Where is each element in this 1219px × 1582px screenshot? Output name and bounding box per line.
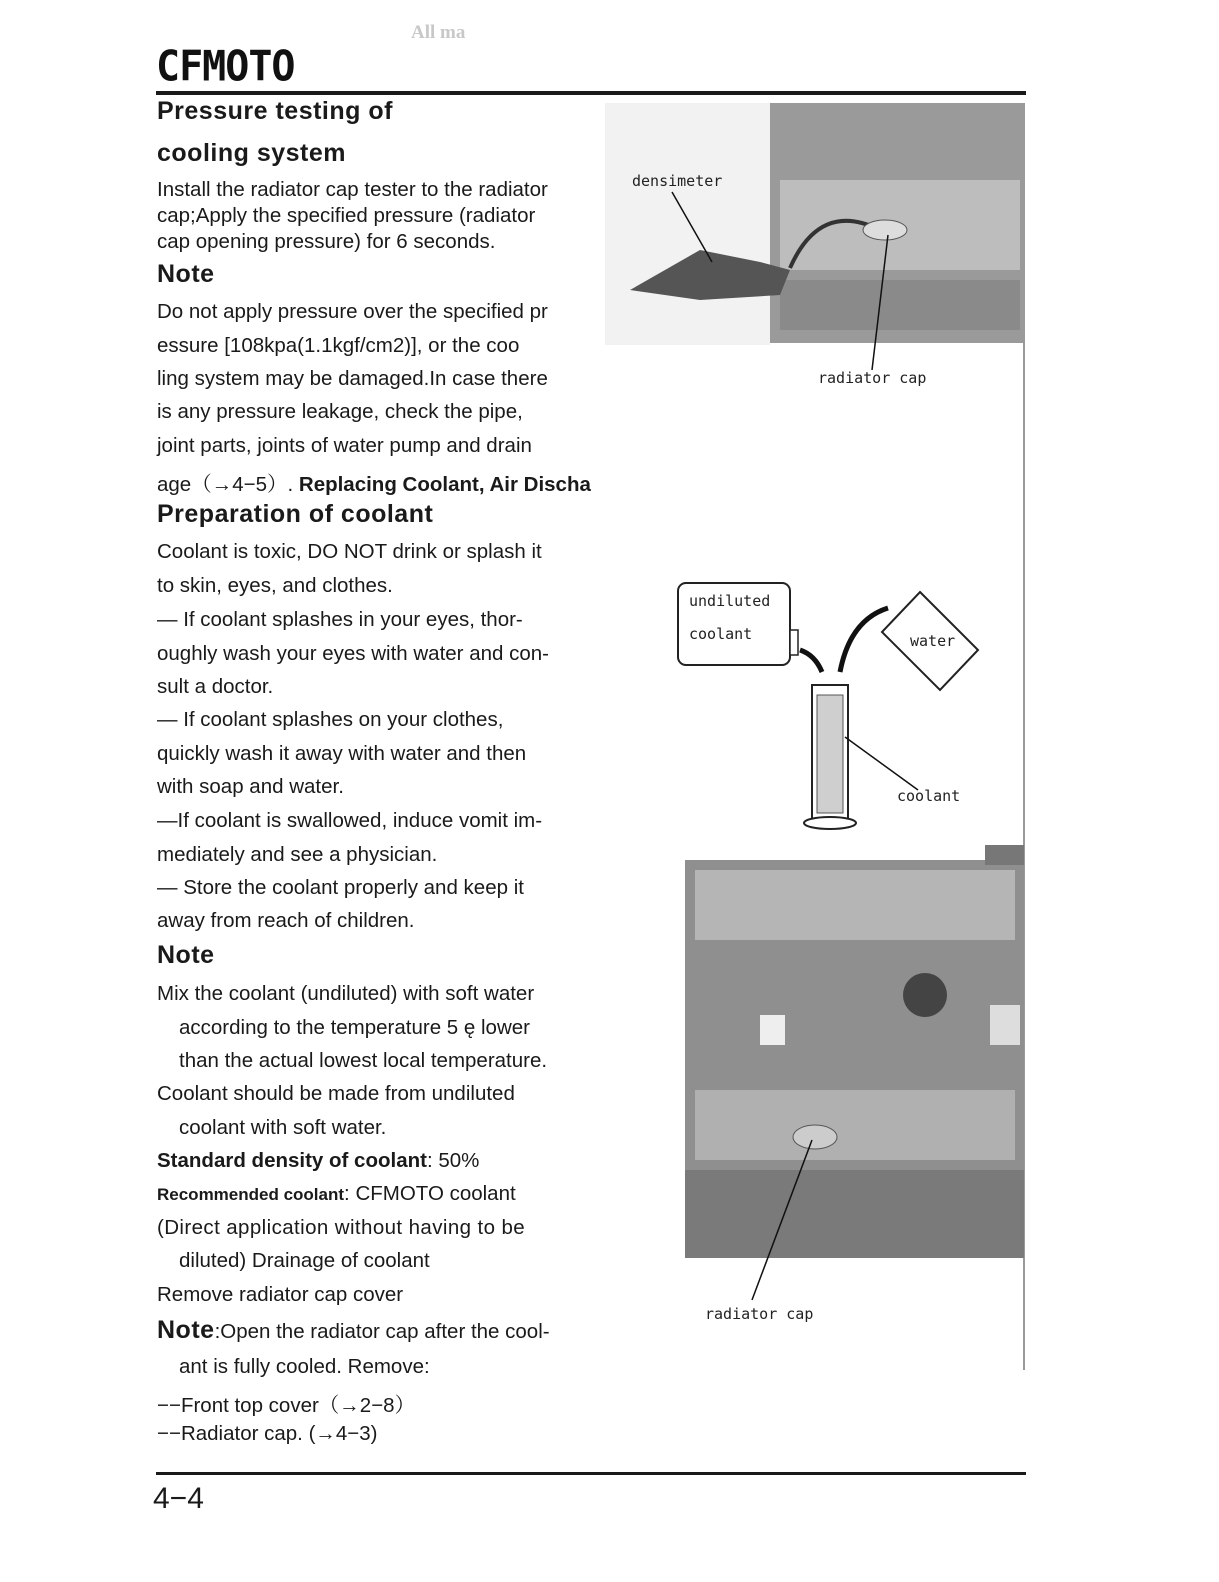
note-line: than the actual lowest local temperature.: [179, 1049, 548, 1072]
replacing-coolant-ref: Replacing Coolant, Air Discha: [293, 473, 591, 496]
note-line: joint parts, joints of water pump and drain: [157, 434, 532, 457]
section-title: Preparation of coolant: [157, 500, 434, 528]
body-line: away from reach of children.: [157, 909, 415, 932]
body-line: cap;Apply the specified pressure (radiator: [157, 204, 536, 227]
figure-radiator-cap-tester: [605, 103, 1024, 387]
body-line: with soap and water.: [157, 775, 344, 798]
watermark: All ma: [411, 22, 466, 43]
svg-text:coolant: coolant: [897, 787, 961, 805]
recommended-label: Recommended coolant: [157, 1185, 345, 1204]
figure-coolant-mixing: [678, 583, 978, 829]
body-line: (Direct application without having to be: [157, 1216, 526, 1239]
brand-logo: CFMOTO: [156, 42, 295, 92]
note-line: coolant with soft water.: [179, 1116, 387, 1139]
svg-text:radiator cap: radiator cap: [705, 1305, 814, 1323]
note-line: Mix the coolant (undiluted) with soft water: [157, 982, 535, 1005]
cross-ref: age（→4−5）.: [157, 473, 294, 496]
note-line: Do not apply pressure over the specified pr: [157, 300, 548, 323]
note-line: essure [108kpa(1.1kgf/cm2)], or the coo: [157, 334, 520, 357]
radiator-cap-icon: [863, 220, 907, 240]
body-line: Install the radiator cap tester to the radiator: [157, 178, 548, 201]
recommended-value: : CFMOTO coolant: [344, 1182, 516, 1205]
body-line: — Store the coolant properly and keep it: [157, 876, 524, 899]
note-title: Note: [157, 1316, 215, 1344]
body-line: Remove radiator cap cover: [157, 1283, 404, 1306]
body-line: —If coolant is swallowed, induce vomit im-: [157, 809, 543, 832]
component-icon: [903, 973, 947, 1017]
page-number: 4−4: [153, 1482, 204, 1515]
body-line: — If coolant splashes in your eyes, thor-: [157, 608, 523, 631]
svg-text:radiator cap: radiator cap: [818, 369, 927, 387]
body-line: ant is fully cooled. Remove:: [179, 1355, 430, 1378]
density-label: Standard density of coolant: [157, 1149, 427, 1172]
figure-radiator-cap-location: [685, 845, 1024, 1323]
body-line: cap opening pressure) for 6 seconds.: [157, 230, 496, 253]
svg-text:coolant: coolant: [689, 625, 753, 643]
body-line: mediately and see a physician.: [157, 843, 438, 866]
remove-item: −−Radiator cap. (→4−3): [157, 1422, 378, 1445]
note-title: Note: [157, 941, 215, 969]
note-line: according to the temperature 5 ę lower: [179, 1016, 530, 1039]
body-line: — If coolant splashes on your clothes,: [157, 708, 504, 731]
remove-item: −−Front top cover（→2−8）: [157, 1394, 416, 1417]
body-line: quickly wash it away with water and then: [157, 742, 527, 765]
radiator-cap-icon: [793, 1125, 837, 1149]
section-title-line2: cooling system: [157, 139, 346, 167]
note-line: Coolant should be made from undiluted: [157, 1082, 515, 1105]
note-line: ling system may be damaged.In case there: [157, 367, 548, 390]
svg-text:undiluted: undiluted: [689, 592, 771, 610]
body-line: oughly wash your eyes with water and con-: [157, 642, 549, 665]
body-line: sult a doctor.: [157, 675, 274, 698]
section-title-line1: Pressure testing of: [157, 97, 393, 125]
body-line: Coolant is toxic, DO NOT drink or splash it: [157, 540, 542, 563]
note-title: Note: [157, 260, 215, 288]
svg-text:water: water: [910, 632, 956, 650]
body-line: to skin, eyes, and clothes.: [157, 574, 393, 597]
body-line: diluted) Drainage of coolant: [179, 1249, 430, 1272]
density-value: : 50%: [426, 1149, 480, 1172]
note-line: is any pressure leakage, check the pipe,: [157, 400, 523, 423]
note3-text: :Open the radiator cap after the cool-: [214, 1320, 550, 1343]
svg-text:densimeter: densimeter: [632, 172, 723, 190]
